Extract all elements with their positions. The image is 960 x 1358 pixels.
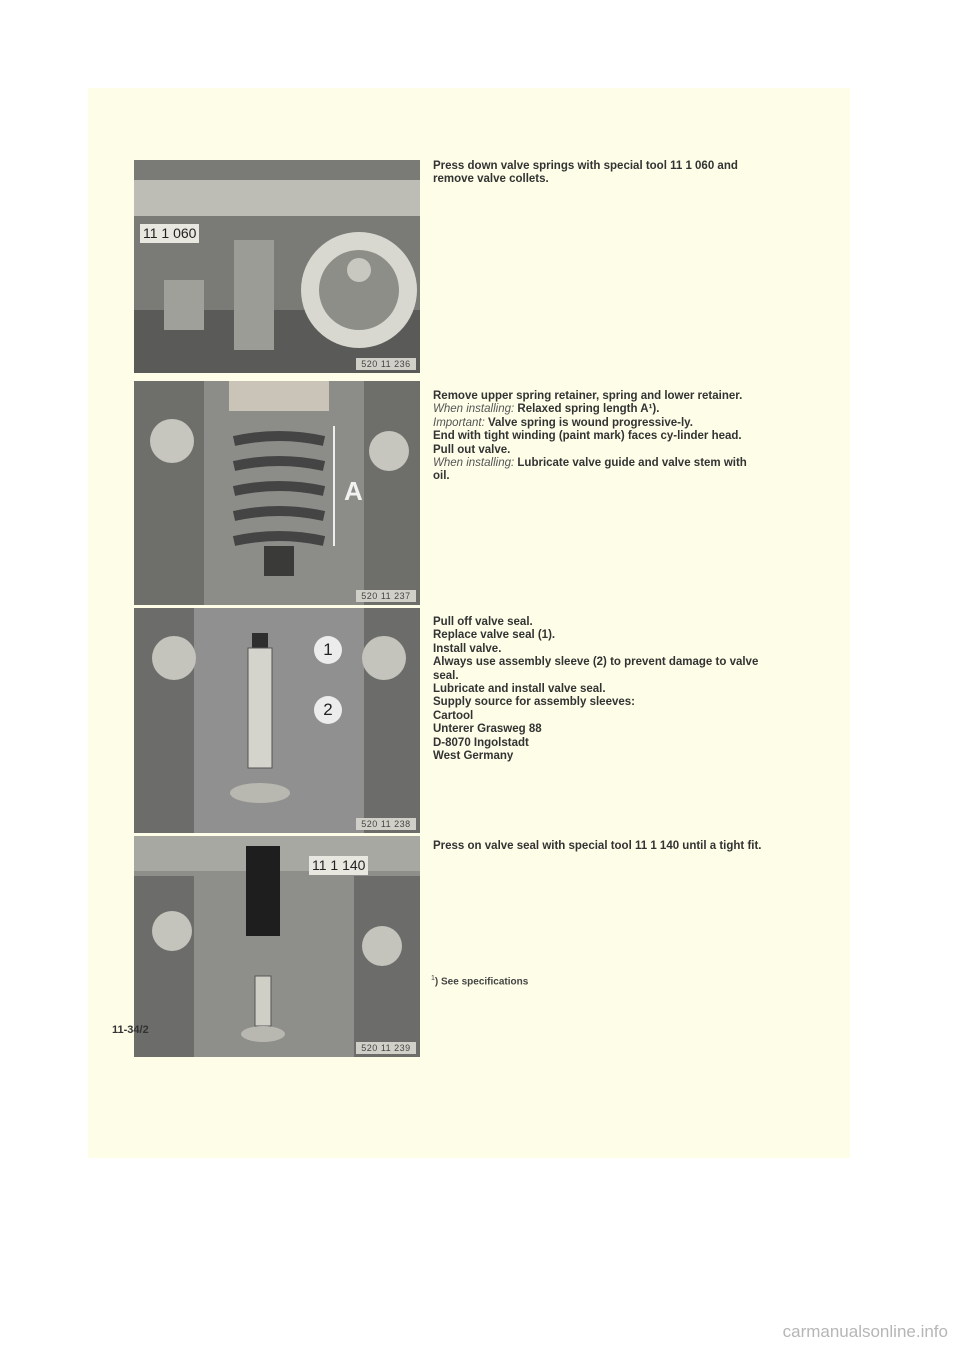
step-line: End with tight winding (paint mark) faces cy-linder head. xyxy=(433,430,742,443)
tool-tag: 11 1 060 xyxy=(140,224,199,243)
photo-code: 520 11 237 xyxy=(356,590,416,602)
step-text-3 xyxy=(433,616,763,763)
step-text-2 xyxy=(433,390,763,484)
photo-valve-spring xyxy=(134,381,420,605)
step-line: Remove upper spring retainer, spring and lower retainer. xyxy=(433,390,743,402)
photo-4-image xyxy=(134,836,420,1057)
callout-1: 1 xyxy=(314,636,342,664)
step-line: Press on valve seal with special tool 11 1 140 until a tight fit. xyxy=(433,840,762,852)
watermark: carmanualsonline.info xyxy=(782,1322,948,1341)
photo-1-image xyxy=(134,160,420,373)
step-line: Press down valve springs with special tool 11 1 060 and remove valve collets. xyxy=(433,160,738,186)
step-text-4 xyxy=(433,840,763,853)
callout-2: 2 xyxy=(314,696,342,724)
photo-code: 520 11 239 xyxy=(356,1042,416,1054)
step-line: Lubricate and install valve seal. xyxy=(433,683,606,696)
step-line: Always use assembly sleeve (2) to prevent damage to valve seal. xyxy=(433,656,759,682)
step-line: Unterer Grasweg 88 xyxy=(433,723,542,736)
step-line: Cartool xyxy=(433,709,474,722)
manual-page xyxy=(88,88,850,1158)
photo-code: 520 11 236 xyxy=(356,358,416,370)
dimension-label: A xyxy=(344,476,363,506)
footnote: $^1$) See specifications xyxy=(431,975,529,988)
step-line: West Germany xyxy=(433,750,514,763)
step-line: Install valve. xyxy=(433,642,502,655)
step-line: Important: Valve spring is wound progressive-ly. xyxy=(433,416,693,429)
step-line: When installing: Lubricate valve guide and valve stem with oil. xyxy=(433,457,747,483)
step-line: Pull off valve seal. xyxy=(433,616,533,628)
photo-valve-seal xyxy=(134,608,420,833)
photo-3-image xyxy=(134,608,420,833)
step-line: D-8070 Ingolstadt xyxy=(433,736,529,749)
step-line: Replace valve seal (1). xyxy=(433,629,556,642)
step-line: When installing: Relaxed spring length A¹). xyxy=(433,403,660,416)
step-line: Supply source for assembly sleeves: xyxy=(433,696,635,709)
tool-tag: 11 1 140 xyxy=(309,856,368,875)
step-text-1 xyxy=(433,160,763,187)
step-line: Pull out valve. xyxy=(433,443,511,456)
page-number: 11-34/2 xyxy=(112,1024,149,1036)
photo-code: 520 11 238 xyxy=(356,818,416,830)
photo-valve-spring-compressor xyxy=(134,160,420,373)
photo-seal-installer xyxy=(134,836,420,1057)
photo-2-image xyxy=(134,381,420,605)
